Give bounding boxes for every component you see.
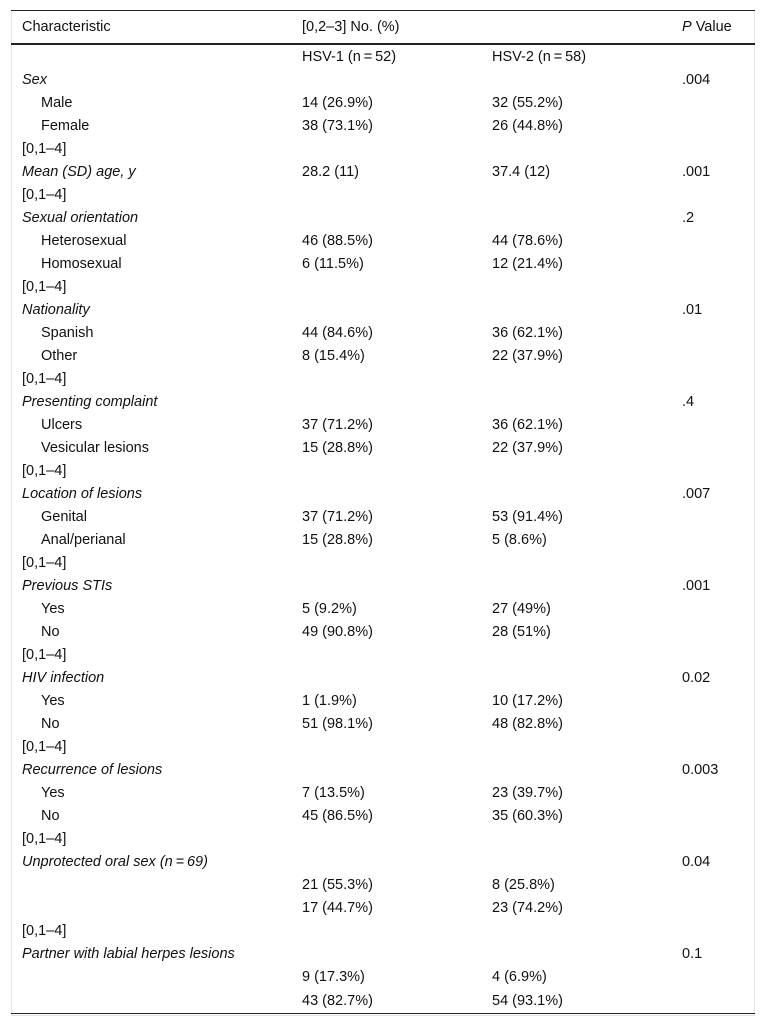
row-label: [0,1–4] — [22, 831, 67, 847]
row-hsv2-value: 22 (37.9%) — [492, 440, 563, 456]
row-hsv1-value: 51 (98.1%) — [302, 716, 373, 732]
row-p-value: 0.1 — [682, 946, 703, 962]
row-hsv1-value — [291, 483, 481, 506]
table-row — [11, 391, 755, 414]
row-hsv2-value — [481, 575, 671, 598]
subheader-row — [11, 44, 755, 69]
row-hsv1-value — [291, 943, 481, 966]
row-label: HIV infection — [22, 670, 105, 686]
row-label: Mean (SD) age, y — [22, 164, 136, 180]
row-p-value — [671, 345, 755, 368]
row-label: [0,1–4] — [22, 463, 67, 479]
row-label — [11, 989, 291, 1014]
row-label — [11, 897, 291, 920]
row-p-value — [671, 874, 755, 897]
row-hsv2-value: 5 (8.6%) — [492, 532, 547, 548]
row-hsv1-value: 49 (90.8%) — [302, 624, 373, 640]
row-p-value — [671, 713, 755, 736]
row-hsv2-value — [481, 736, 671, 759]
row-hsv2-value: 48 (82.8%) — [492, 716, 563, 732]
row-label: No — [41, 716, 60, 732]
header-p-rest: Value — [691, 19, 732, 35]
row-p-value — [671, 736, 755, 759]
row-hsv2-value — [481, 207, 671, 230]
row-hsv1-value: 17 (44.7%) — [302, 900, 373, 916]
row-hsv1-value — [291, 759, 481, 782]
row-p-value — [671, 920, 755, 943]
row-label: Nationality — [22, 302, 90, 318]
row-hsv2-value: 8 (25.8%) — [492, 877, 555, 893]
row-p-value — [671, 184, 755, 207]
table-row — [11, 529, 755, 552]
row-label: [0,1–4] — [22, 371, 67, 387]
row-hsv1-value: 45 (86.5%) — [302, 808, 373, 824]
table-row — [11, 276, 755, 299]
row-label: [0,1–4] — [22, 647, 67, 663]
row-p-value — [671, 115, 755, 138]
row-p-value — [671, 690, 755, 713]
table-row — [11, 138, 755, 161]
table-row — [11, 828, 755, 851]
table-row — [11, 253, 755, 276]
row-hsv2-value: 22 (37.9%) — [492, 348, 563, 364]
header-p-italic: P — [682, 19, 692, 35]
table-row — [11, 322, 755, 345]
row-p-value: 0.04 — [682, 854, 711, 870]
row-hsv2-value — [481, 828, 671, 851]
row-label: [0,1–4] — [22, 187, 67, 203]
subheader-empty — [11, 44, 291, 69]
header-characteristic: Characteristic — [11, 11, 291, 45]
table-row — [11, 299, 755, 322]
row-label: Recurrence of lesions — [22, 762, 163, 778]
table-row — [11, 483, 755, 506]
row-p-value — [671, 966, 755, 989]
row-hsv2-value — [481, 391, 671, 414]
row-hsv2-value — [481, 552, 671, 575]
row-p-value — [671, 92, 755, 115]
table-row — [11, 943, 755, 966]
row-hsv2-value — [481, 184, 671, 207]
row-p-value — [671, 621, 755, 644]
row-p-value: .01 — [682, 302, 703, 318]
table-row — [11, 575, 755, 598]
row-hsv2-value — [481, 483, 671, 506]
row-hsv1-value — [291, 460, 481, 483]
row-p-value — [671, 437, 755, 460]
table-row — [11, 230, 755, 253]
table-row — [11, 506, 755, 529]
header-group: [0,2–3] No. (%) — [291, 11, 671, 45]
row-p-value: .2 — [682, 210, 695, 226]
row-label: No — [41, 624, 60, 640]
row-p-value — [671, 460, 755, 483]
row-hsv2-value — [481, 943, 671, 966]
table-row — [11, 966, 755, 989]
row-hsv2-value — [481, 851, 671, 874]
row-hsv2-value: 10 (17.2%) — [492, 693, 563, 709]
row-hsv2-value — [481, 276, 671, 299]
row-hsv2-value: 54 (93.1%) — [481, 989, 671, 1014]
row-p-value: 0.003 — [682, 762, 719, 778]
table-row — [11, 460, 755, 483]
row-hsv2-value: 27 (49%) — [492, 601, 551, 617]
row-label: [0,1–4] — [22, 555, 67, 571]
row-label: Vesicular lesions — [41, 440, 149, 456]
row-hsv2-value: 23 (39.7%) — [492, 785, 563, 801]
row-label: Yes — [41, 693, 65, 709]
row-hsv1-value: 8 (15.4%) — [302, 348, 365, 364]
row-label: Yes — [41, 785, 65, 801]
row-hsv1-value — [291, 736, 481, 759]
row-label: Location of lesions — [22, 486, 143, 502]
row-p-value — [671, 322, 755, 345]
row-p-value: 0.02 — [682, 670, 711, 686]
row-hsv2-value: 12 (21.4%) — [492, 256, 563, 272]
row-label — [11, 874, 291, 897]
table-row — [11, 92, 755, 115]
row-p-value: .007 — [682, 486, 711, 502]
row-hsv2-value — [481, 368, 671, 391]
table-row — [11, 690, 755, 713]
row-label: [0,1–4] — [22, 279, 67, 295]
row-hsv2-value — [481, 138, 671, 161]
row-p-value — [671, 414, 755, 437]
row-label: Other — [41, 348, 78, 364]
row-p-value — [671, 644, 755, 667]
row-hsv2-value: 53 (91.4%) — [492, 509, 563, 525]
row-p-value — [671, 368, 755, 391]
row-hsv1-value: 37 (71.2%) — [302, 509, 373, 525]
characteristics-table — [11, 10, 755, 1014]
table-row — [11, 920, 755, 943]
table-row — [11, 759, 755, 782]
table-row — [11, 69, 755, 92]
subheader-empty-p — [671, 44, 755, 69]
row-hsv1-value: 1 (1.9%) — [302, 693, 357, 709]
row-hsv2-value: 32 (55.2%) — [492, 95, 563, 111]
table-row — [11, 782, 755, 805]
table-body — [11, 44, 755, 1014]
row-label: Male — [41, 95, 73, 111]
table-row — [11, 184, 755, 207]
row-label: Spanish — [41, 325, 94, 341]
row-hsv1-value — [291, 391, 481, 414]
row-hsv1-value — [291, 667, 481, 690]
row-hsv2-value: 35 (60.3%) — [492, 808, 563, 824]
row-label — [11, 966, 291, 989]
row-hsv1-value — [291, 207, 481, 230]
table-row — [11, 115, 755, 138]
row-hsv2-value: 23 (74.2%) — [492, 900, 563, 916]
row-p-value — [671, 782, 755, 805]
table-row — [11, 874, 755, 897]
row-hsv1-value: 43 (82.7%) — [291, 989, 481, 1014]
row-label: Genital — [41, 509, 87, 525]
row-hsv1-value: 15 (28.8%) — [302, 440, 373, 456]
row-label: Ulcers — [41, 417, 83, 433]
row-hsv2-value — [481, 667, 671, 690]
row-p-value — [671, 529, 755, 552]
row-hsv1-value — [291, 828, 481, 851]
table-row — [11, 736, 755, 759]
table-row — [11, 851, 755, 874]
row-hsv1-value: 5 (9.2%) — [302, 601, 357, 617]
row-hsv1-value — [291, 138, 481, 161]
row-hsv1-value — [291, 575, 481, 598]
row-hsv1-value — [291, 851, 481, 874]
table-row — [11, 207, 755, 230]
row-label: Previous STIs — [22, 578, 113, 594]
table-row — [11, 598, 755, 621]
row-p-value: .001 — [682, 164, 711, 180]
table-row — [11, 667, 755, 690]
row-hsv2-value — [481, 460, 671, 483]
row-p-value — [671, 552, 755, 575]
row-hsv1-value — [291, 920, 481, 943]
row-hsv2-value — [481, 759, 671, 782]
row-p-value — [671, 897, 755, 920]
row-p-value — [671, 230, 755, 253]
row-hsv1-value — [291, 184, 481, 207]
row-hsv1-value: 15 (28.8%) — [302, 532, 373, 548]
row-hsv1-value: 46 (88.5%) — [302, 233, 373, 249]
row-p-value: .004 — [682, 72, 711, 88]
row-hsv2-value: 28 (51%) — [492, 624, 551, 640]
row-hsv1-value — [291, 69, 481, 92]
table-row — [11, 897, 755, 920]
row-label: Yes — [41, 601, 65, 617]
row-label: Homosexual — [41, 256, 122, 272]
row-hsv2-value: 4 (6.9%) — [492, 969, 547, 985]
row-label: Female — [41, 118, 90, 134]
row-hsv2-value: 37.4 (12) — [492, 164, 551, 180]
row-hsv2-value: 44 (78.6%) — [492, 233, 563, 249]
row-hsv2-value: 26 (44.8%) — [492, 118, 563, 134]
row-label: Unprotected oral sex (n = 69) — [22, 854, 208, 870]
row-hsv2-value — [481, 644, 671, 667]
row-label: Sex — [22, 72, 47, 88]
row-p-value — [671, 276, 755, 299]
table-row — [11, 345, 755, 368]
row-hsv1-value: 9 (17.3%) — [302, 969, 365, 985]
table-row — [11, 552, 755, 575]
row-label: Partner with labial herpes lesions — [22, 946, 235, 962]
table-row — [11, 414, 755, 437]
table-row — [11, 437, 755, 460]
row-hsv1-value: 28.2 (11) — [302, 164, 359, 180]
table-row — [11, 989, 755, 1014]
row-label: No — [41, 808, 60, 824]
table-row — [11, 713, 755, 736]
row-hsv1-value: 6 (11.5%) — [302, 256, 364, 272]
row-hsv1-value: 14 (26.9%) — [302, 95, 373, 111]
row-hsv1-value — [291, 276, 481, 299]
table-row — [11, 644, 755, 667]
row-label: Presenting complaint — [22, 394, 158, 410]
row-p-value — [671, 253, 755, 276]
row-p-value: .4 — [682, 394, 695, 410]
table-row — [11, 805, 755, 828]
row-label: Heterosexual — [41, 233, 127, 249]
row-hsv2-value — [481, 299, 671, 322]
table-header-row — [11, 11, 755, 45]
row-hsv1-value: 37 (71.2%) — [302, 417, 373, 433]
subheader-hsv1: HSV-1 (n = 52) — [302, 49, 397, 65]
row-label: Sexual orientation — [22, 210, 139, 226]
table-row — [11, 621, 755, 644]
row-hsv2-value — [481, 920, 671, 943]
row-label: [0,1–4] — [22, 739, 67, 755]
row-p-value — [671, 989, 755, 1014]
row-label: [0,1–4] — [22, 923, 67, 939]
row-hsv1-value: 44 (84.6%) — [302, 325, 373, 341]
header-p-value — [671, 11, 755, 45]
row-hsv1-value: 21 (55.3%) — [302, 877, 373, 893]
row-p-value: .001 — [682, 578, 711, 594]
row-p-value — [671, 506, 755, 529]
row-label: Anal/perianal — [41, 532, 126, 548]
row-p-value — [671, 805, 755, 828]
row-p-value — [671, 138, 755, 161]
table-row — [11, 161, 755, 184]
table-row — [11, 368, 755, 391]
row-hsv2-value: 36 (62.1%) — [492, 325, 563, 341]
row-label: [0,1–4] — [22, 141, 67, 157]
row-hsv2-value — [481, 69, 671, 92]
row-hsv1-value — [291, 552, 481, 575]
row-p-value — [671, 828, 755, 851]
row-p-value — [671, 598, 755, 621]
row-hsv2-value: 36 (62.1%) — [492, 417, 563, 433]
row-hsv1-value: 38 (73.1%) — [302, 118, 373, 134]
row-hsv1-value — [291, 368, 481, 391]
row-hsv1-value — [291, 299, 481, 322]
row-hsv1-value: 7 (13.5%) — [302, 785, 365, 801]
subheader-hsv2: HSV-2 (n = 58) — [492, 49, 587, 65]
row-hsv1-value — [291, 644, 481, 667]
